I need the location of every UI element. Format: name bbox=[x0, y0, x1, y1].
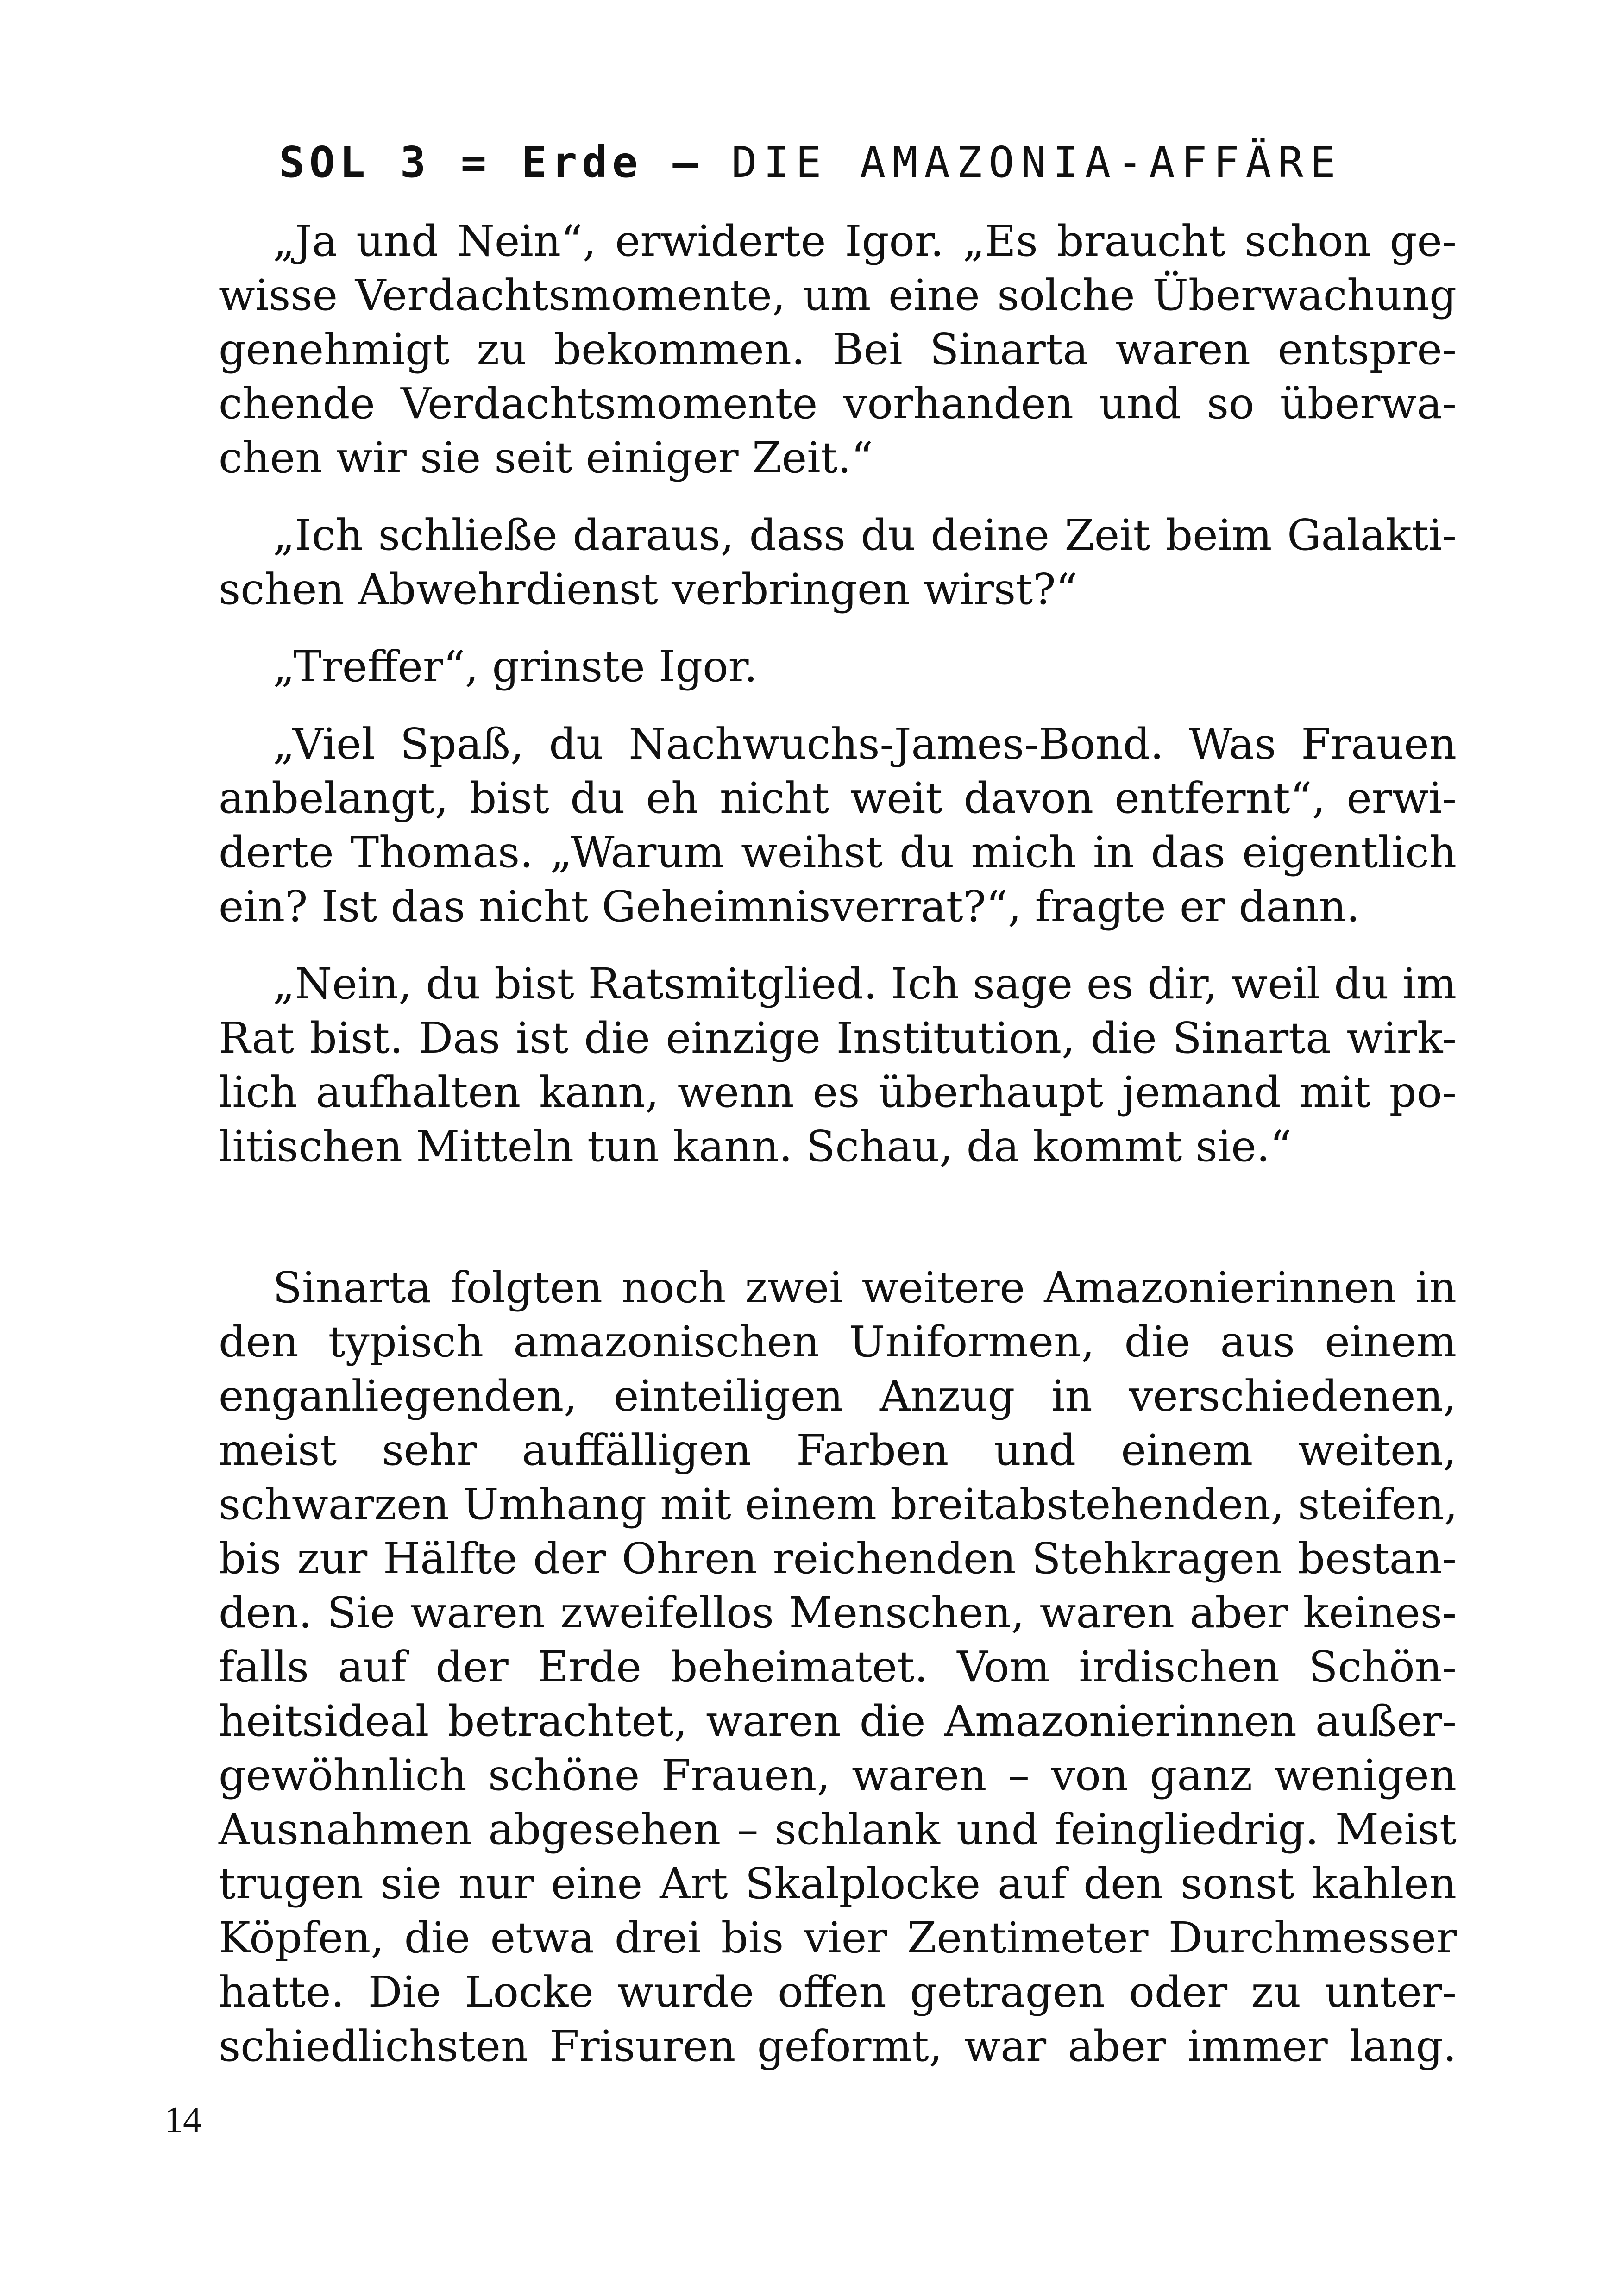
text-line: Sinarta folgten noch zwei weitere Amazonierinnen in bbox=[273, 1263, 1457, 1312]
text-line: „Ich schließe daraus, dass du deine Zeit beim Galakti- bbox=[273, 510, 1457, 560]
text-line: Köpfen, die etwa drei bis vier Zentimeter Durchmesser bbox=[219, 1913, 1457, 1963]
text-line: „Nein, du bist Ratsmitglied. Ich sage es dir, weil du im bbox=[273, 959, 1457, 1009]
paragraph-6 bbox=[164, 1261, 1457, 2073]
paragraph-3 bbox=[164, 640, 1457, 694]
text-line: den. Sie waren zweifellos Menschen, waren aber keines- bbox=[219, 1588, 1457, 1637]
paragraph-5 bbox=[164, 957, 1457, 1173]
text-line: „Viel Spaß, du Nachwuchs-James-Bond. Was Frauen bbox=[273, 719, 1457, 769]
text-line: wisse Verdachtsmomente, um eine solche Überwachung bbox=[219, 270, 1457, 320]
paragraph-1 bbox=[164, 214, 1457, 485]
text-line: heitsideal betrachtet, waren die Amazonierinnen außer- bbox=[219, 1696, 1457, 1746]
text-line: hatte. Die Locke wurde offen getragen oder zu unter- bbox=[219, 1967, 1457, 2017]
text-line: „Ja und Nein“, erwiderte Igor. „Es braucht schon ge- bbox=[273, 216, 1457, 266]
text-line: lich aufhalten kann, wenn es überhaupt jemand mit po- bbox=[219, 1067, 1457, 1117]
text-line: den typisch amazonischen Uniformen, die aus einem bbox=[219, 1317, 1457, 1367]
text-line: ein? Ist das nicht Geheimnisverrat?“, fragte er dann. bbox=[219, 882, 1360, 931]
text-line: falls auf der Erde beheimatet. Vom irdischen Schön- bbox=[219, 1642, 1457, 1692]
text-line: Ausnahmen abgesehen – schlank und feingliedrig. Meist bbox=[219, 1805, 1457, 1854]
text-line: enganliegenden, einteiligen Anzug in verschiedenen, bbox=[219, 1371, 1457, 1421]
header-series-label: SOL 3 = Erde – bbox=[279, 138, 703, 187]
page-number: 14 bbox=[164, 2100, 201, 2140]
paragraph-4 bbox=[164, 717, 1457, 934]
text-line: anbelangt, bist du eh nicht weit davon entfernt“, erwi- bbox=[219, 773, 1457, 823]
text-line: schiedlichsten Frisuren geformt, war aber immer lang. bbox=[219, 2021, 1457, 2071]
text-line: chende Verdachtsmomente vorhanden und so überwa- bbox=[219, 379, 1457, 428]
page-body bbox=[164, 214, 1457, 2096]
text-line: litischen Mitteln tun kann. Schau, da kommt sie.“ bbox=[219, 1122, 1292, 1171]
text-line: meist sehr auffälligen Farben und einem weiten, bbox=[219, 1425, 1457, 1475]
text-line: bis zur Hälfte der Ohren reichenden Stehkragen bestan- bbox=[219, 1534, 1457, 1583]
paragraph-2 bbox=[164, 508, 1457, 616]
text-line: trugen sie nur eine Art Skalplocke auf den sonst kahlen bbox=[219, 1859, 1457, 1908]
text-line: gewöhnlich schöne Frauen, waren – von ganz wenigen bbox=[219, 1750, 1457, 1800]
text-line: schwarzen Umhang mit einem breitabstehenden, steifen, bbox=[219, 1480, 1458, 1529]
text-line: schen Abwehrdienst verbringen wirst?“ bbox=[219, 565, 1078, 614]
header-book-title: DIE AMAZONIA-AFFÄRE bbox=[731, 138, 1342, 187]
text-line: „Treffer“, grinste Igor. bbox=[273, 642, 758, 691]
text-line: chen wir sie seit einiger Zeit.“ bbox=[219, 433, 873, 483]
text-line: Rat bist. Das ist die einzige Institution, die Sinarta wirk- bbox=[219, 1013, 1457, 1063]
text-line: genehmigt zu bekommen. Bei Sinarta waren entspre- bbox=[219, 325, 1457, 374]
text-line: derte Thomas. „Warum weihst du mich in das eigentlich bbox=[219, 828, 1457, 877]
running-header bbox=[164, 137, 1457, 188]
